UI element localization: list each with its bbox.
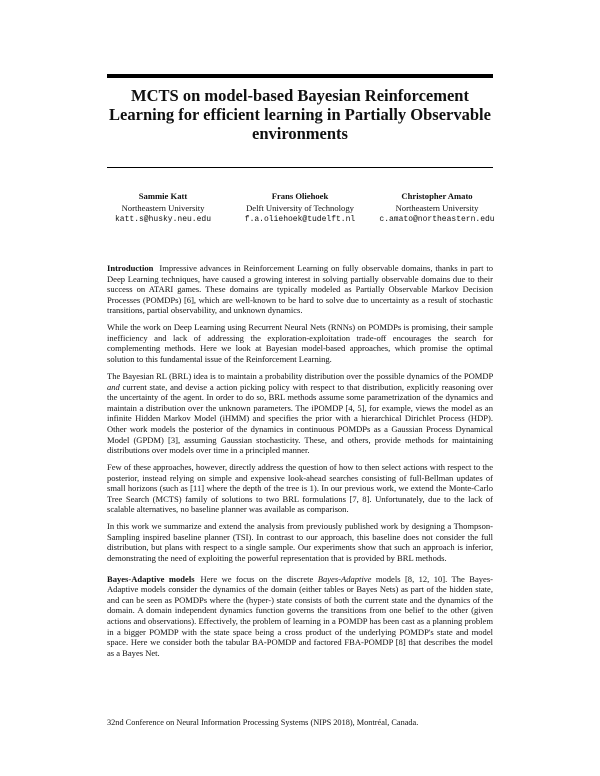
- paper-body: [107, 263, 493, 665]
- section-heading-bayes-adaptive: Bayes-Adaptive models: [107, 573, 195, 584]
- intro-paragraph-5: In this work we summarize and extend the analysis from previously published work by designing a Thompson-Sampling inspired baseline planner (TSI). In contrast to our approach, this baseline does not consider the full distribution, but plans with respect to a single sample. Our experiments show that such an approach is inferior, demonstrating the need of exploiting the powerful representation that is provided by BRL methods.: [107, 521, 493, 564]
- section-heading-introduction: Introduction: [107, 263, 154, 273]
- author-name: Christopher Amato: [401, 191, 473, 201]
- conference-footnote: 32nd Conference on Neural Information Processing Systems (NIPS 2018), Montréal, Canada.: [107, 718, 419, 727]
- intro-paragraph-2: While the work on Deep Learning using Recurrent Neural Nets (RNNs) on POMDPs is promising, their sample inefficiency and lack of addressing the exploration-exploitation trade-off encourages the search for complementing methods. Here we look at Bayesian model-based approaches, which promise the optimal solution to this fundamental issue of the Reinforcement Learning.: [107, 322, 493, 365]
- author-affiliation: Northeastern University: [395, 202, 479, 213]
- author-affiliation: Northeastern University: [121, 202, 205, 213]
- author-name: Sammie Katt: [138, 191, 188, 201]
- intro-paragraph-4: Few of these approaches, however, directly address the question of how to then select actions with respect to the posterior, instead relying on simple and expensive look-ahead searches consisting of full-Bellman updates of small horizons (such as [11] where the depth of the tree is 1). In our previous work, we extend the Monte-Carlo Tree Search (MCTS) family of solutions to two BRL formulations [7, 8]. Unfortunately, due to the lack of scalable alternatives, no baseline planner was available as comparison.: [107, 461, 493, 515]
- paragraph-text: models [8, 12, 10]. The Bayes-Adaptive models consider the dynamics of the domain (either tables or Bayes Nets) as part of the hidden state, and can be seen as POMDPs where the (hyper-) state consists of both the current state and the dynamics of the domain. A domain independent dynamics function governs the transitions from one belief to the other (given actions and observations). Effectively, the problem of learning in a POMDP has been cast as a planning problem in a bigger POMDP with the state space being a cross product of the underlying POMDP's state and model space. Here we consider both the tabular BA-POMDP and factored FBA-POMDP [8] that describes the model as a Bayes Net.: [107, 573, 494, 658]
- title-bottom-rule: [107, 167, 493, 168]
- author-block: [95, 191, 505, 226]
- author-2: [232, 191, 368, 226]
- emphasis-text: and: [107, 381, 120, 392]
- paper-title: MCTS on model-based Bayesian Reinforcement Learning for efficient learning in Partially Observable environments: [109, 86, 491, 143]
- author-email: katt.s@husky.neu.edu: [114, 215, 211, 224]
- intro-paragraph-3: [107, 371, 493, 456]
- author-3: [369, 191, 505, 226]
- author-email: f.a.oliehoek@tudelft.nl: [244, 215, 356, 224]
- title-top-rule: [107, 74, 493, 78]
- author-email: c.amato@northeastern.edu: [379, 215, 495, 224]
- author-name: Frans Oliehoek: [271, 191, 329, 201]
- paragraph-text: The Bayesian RL (BRL) idea is to maintain a probability distribution over the possible dynamics of the POMDP: [107, 370, 493, 381]
- author-1: [95, 191, 231, 226]
- paragraph-text: Impressive advances in Reinforcement Learning on fully observable domains, thanks in part to Deep Learning techniques, have caused a growing interest in solving partially observable domains due to their success on ATARI games. These domains are typically modeled as Partially Observable Markov Decision Processes (POMDPs) [6], which are well-known to be hard to solve due to uncertainty as a result of stochastic transitions, partial observability, and unknown dynamics.: [107, 263, 493, 316]
- intro-paragraph-1: [107, 263, 493, 316]
- author-affiliation: Delft University of Technology: [246, 202, 354, 213]
- paragraph-text: current state, and devise a action picking policy with respect to that distribution, explicitly reasoning over the uncertainty of the agent. In order to do so, BRL methods assume some parametrization of the dynamics and maintain a distribution over the unknown parameters. The iPOMDP [4, 5], for example, views the model as an infinite Hidden Markov Model (iHMM) and specifies the prior with a hierarchical Dirichlet Process (HDP). Other work models the posterior of the dynamics in continuous POMDPs as a Gaussian Process Dynamical Model (GPDM) [3], assuming Gaussian stochasticity. These, and others, provide methods for maintaining distributions over models over time in a principled manner.: [107, 381, 493, 456]
- bayes-adaptive-paragraph: [107, 574, 493, 659]
- emphasis-text: Bayes-Adaptive: [317, 573, 372, 584]
- paragraph-text: Here we focus on the discrete: [200, 573, 318, 584]
